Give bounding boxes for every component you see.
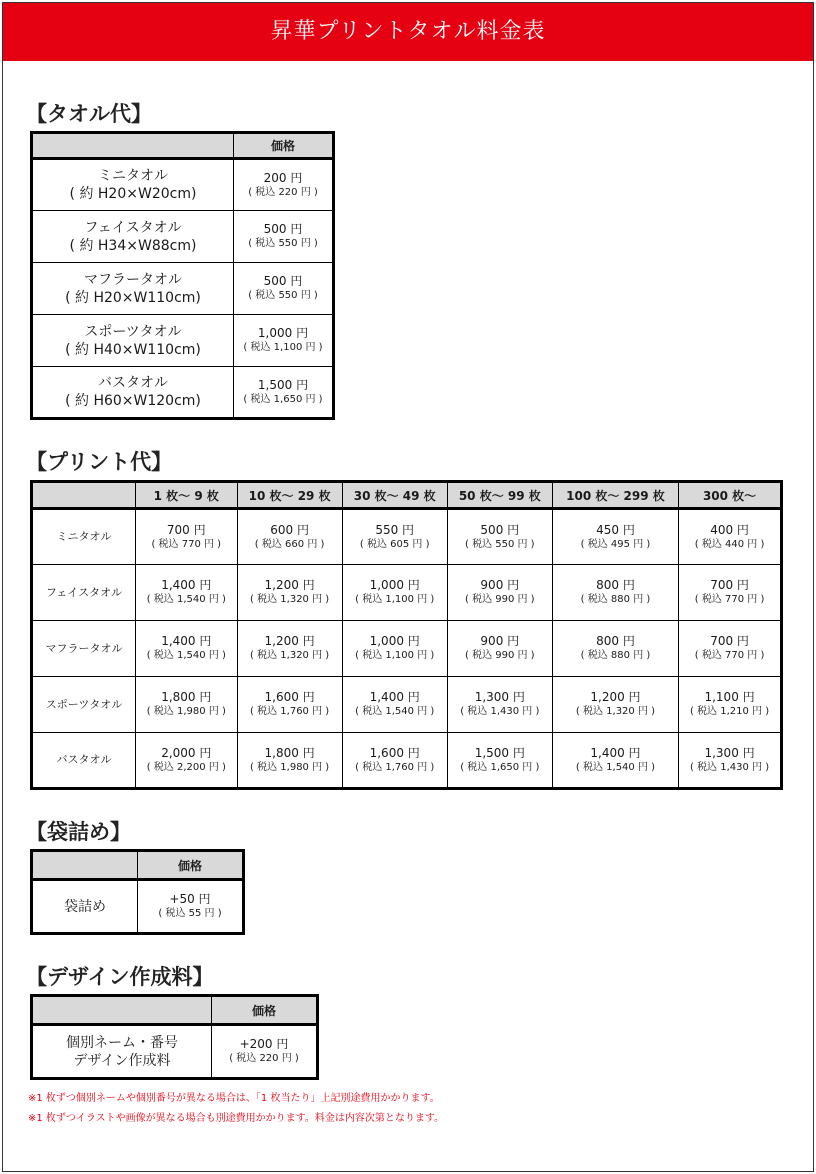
table-row bbox=[32, 315, 334, 367]
print-price-table bbox=[30, 480, 783, 790]
price-tax: ( 税込 220 円 ) bbox=[229, 1053, 299, 1064]
design-section-title: 【デザイン作成料】 bbox=[26, 965, 214, 989]
table-row bbox=[32, 1025, 318, 1079]
price-tax: ( 税込 660 円 ) bbox=[254, 538, 325, 550]
table-row bbox=[32, 211, 334, 263]
quantity-column-header: 100 枚～ 299 枚 bbox=[552, 482, 678, 509]
price-value: 1,600 円 bbox=[369, 745, 420, 760]
price-cell bbox=[552, 677, 678, 733]
price-tax: ( 税込 1,980 円 ) bbox=[250, 761, 330, 773]
quantity-column-header: 10 枚～ 29 枚 bbox=[237, 482, 342, 509]
price-value: +50 円 bbox=[169, 892, 211, 906]
table-row bbox=[32, 509, 782, 565]
price-value: 1,000 円 bbox=[369, 578, 420, 592]
price-cell bbox=[342, 733, 447, 789]
price-value: 700 円 bbox=[710, 634, 749, 648]
item-name: フェイスタオル bbox=[32, 565, 136, 621]
price-tax: ( 税込 1,430 円 ) bbox=[689, 761, 770, 773]
price-header: 価格 bbox=[138, 851, 244, 880]
table-header-row bbox=[32, 996, 318, 1025]
price-tax: ( 税込 1,540 円 ) bbox=[146, 594, 226, 605]
price-value: 1,300 円 bbox=[704, 745, 755, 760]
item-size: ( 約 H60×W120cm) bbox=[65, 393, 201, 409]
price-value: 1,000 円 bbox=[369, 634, 420, 648]
price-value: 700 円 bbox=[166, 522, 206, 537]
price-cell bbox=[679, 565, 782, 621]
quantity-column-header: 300 枚～ bbox=[679, 482, 782, 509]
price-value: +200 円 bbox=[239, 1037, 289, 1051]
price-tax: ( 税込 1,210 円 ) bbox=[689, 706, 770, 717]
price-tax: ( 税込 550 円 ) bbox=[248, 290, 318, 301]
price-value: 1,300 円 bbox=[474, 690, 525, 704]
item-name bbox=[32, 159, 234, 211]
price-value: 600 円 bbox=[270, 522, 309, 537]
price-value: 700 円 bbox=[710, 578, 749, 592]
price-value: 1,600 円 bbox=[264, 690, 315, 704]
item-name-label: マフラータオル bbox=[84, 271, 182, 288]
price-value: 1,400 円 bbox=[590, 745, 641, 760]
table-header-row bbox=[32, 482, 782, 509]
price-cell bbox=[679, 509, 782, 565]
price-value: 1,200 円 bbox=[264, 634, 315, 648]
price-cell bbox=[342, 509, 447, 565]
price-cell bbox=[234, 263, 334, 315]
quantity-column-header: 50 枚～ 99 枚 bbox=[447, 482, 552, 509]
price-cell bbox=[136, 621, 238, 677]
table-row bbox=[32, 733, 782, 789]
price-value: 400 円 bbox=[710, 522, 749, 537]
table-row bbox=[32, 677, 782, 733]
item-name: バスタオル bbox=[32, 733, 136, 789]
item-name bbox=[32, 315, 234, 367]
price-value: 1,800 円 bbox=[264, 745, 315, 760]
price-header: 価格 bbox=[212, 996, 318, 1025]
price-tax: ( 税込 1,980 円 ) bbox=[146, 706, 226, 717]
bag-price-table bbox=[30, 849, 245, 935]
item-name-label: スポーツタオル bbox=[84, 323, 182, 340]
price-cell bbox=[136, 677, 238, 733]
price-tax: ( 税込 220 円 ) bbox=[248, 186, 318, 198]
header-blank-cell bbox=[32, 851, 138, 880]
price-value: 500 円 bbox=[263, 274, 303, 288]
item-name bbox=[32, 1025, 212, 1079]
price-tax: ( 税込 1,100 円 ) bbox=[355, 650, 435, 661]
price-cell bbox=[138, 880, 244, 934]
table-row bbox=[32, 621, 782, 677]
item-name: マフラータオル bbox=[32, 621, 136, 677]
price-tax: ( 税込 990 円 ) bbox=[464, 650, 535, 661]
price-value: 800 円 bbox=[596, 634, 635, 648]
price-tax: ( 税込 495 円 ) bbox=[580, 538, 651, 550]
header-blank-cell bbox=[32, 482, 136, 509]
towel-rows bbox=[32, 159, 334, 419]
table-row bbox=[32, 263, 334, 315]
price-cell bbox=[679, 677, 782, 733]
price-cell bbox=[447, 621, 552, 677]
item-name-label: ミニタオル bbox=[98, 168, 168, 184]
table-header-row bbox=[32, 851, 244, 880]
price-tax: ( 税込 2,200 円 ) bbox=[146, 761, 226, 773]
header-blank-cell bbox=[32, 133, 234, 159]
price-tax: ( 税込 1,100 円 ) bbox=[243, 342, 323, 353]
price-cell bbox=[679, 621, 782, 677]
note-line: ※1 枚ずつ個別ネームや個別番号が異なる場合は、「1 枚当たり」上記別途費用かかります。 bbox=[28, 1093, 440, 1104]
page-title: 昇華プリントタオル料金表 bbox=[270, 19, 546, 44]
price-value: 1,800 円 bbox=[161, 690, 212, 704]
item-name bbox=[32, 263, 234, 315]
price-value: 200 円 bbox=[263, 170, 303, 185]
price-value: 1,200 円 bbox=[590, 690, 641, 704]
price-cell bbox=[342, 565, 447, 621]
print-rows bbox=[32, 509, 782, 789]
price-cell bbox=[237, 621, 342, 677]
price-cell bbox=[342, 677, 447, 733]
price-cell bbox=[552, 621, 678, 677]
price-value: 800 円 bbox=[596, 578, 635, 592]
price-tax: ( 税込 1,540 円 ) bbox=[355, 706, 435, 717]
price-value: 500 円 bbox=[480, 522, 520, 537]
price-cell bbox=[679, 733, 782, 789]
price-value: 500 円 bbox=[263, 222, 303, 236]
item-name: ミニタオル bbox=[32, 509, 136, 565]
table-row bbox=[32, 159, 334, 211]
item-name-line2: デザイン作成料 bbox=[73, 1052, 171, 1069]
table-row bbox=[32, 565, 782, 621]
price-tax: ( 税込 605 円 ) bbox=[359, 538, 430, 550]
print-section-title: 【プリント代】 bbox=[26, 450, 173, 474]
table-row bbox=[32, 880, 244, 934]
price-value: 1,500 円 bbox=[257, 377, 309, 392]
price-value: 1,400 円 bbox=[161, 578, 212, 592]
price-cell bbox=[447, 565, 552, 621]
price-cell bbox=[447, 677, 552, 733]
price-cell bbox=[237, 733, 342, 789]
price-value: 1,000 円 bbox=[257, 326, 309, 340]
quantity-column-header: 1 枚～ 9 枚 bbox=[136, 482, 238, 509]
item-name bbox=[32, 211, 234, 263]
price-tax: ( 税込 55 円 ) bbox=[158, 908, 222, 919]
item-name bbox=[32, 367, 234, 419]
item-name: スポーツタオル bbox=[32, 677, 136, 733]
design-price-table bbox=[30, 994, 319, 1080]
price-tax: ( 税込 1,320 円 ) bbox=[575, 706, 656, 717]
price-cell bbox=[234, 367, 334, 419]
price-cell bbox=[237, 677, 342, 733]
price-tax: ( 税込 1,760 円 ) bbox=[250, 706, 330, 717]
price-cell bbox=[237, 509, 342, 565]
price-cell bbox=[342, 621, 447, 677]
price-tax: ( 税込 1,320 円 ) bbox=[250, 650, 330, 661]
towel-price-table bbox=[30, 131, 335, 420]
item-name: 袋詰め bbox=[32, 880, 138, 934]
table-row bbox=[32, 367, 334, 419]
price-value: 1,100 円 bbox=[704, 690, 755, 704]
item-size: ( 約 H20×W110cm) bbox=[65, 289, 201, 306]
item-size: ( 約 H40×W110cm) bbox=[65, 341, 201, 358]
price-cell bbox=[237, 565, 342, 621]
price-tax: ( 税込 880 円 ) bbox=[580, 594, 651, 605]
price-tax: ( 税込 880 円 ) bbox=[580, 650, 651, 661]
price-value: 2,000 円 bbox=[161, 745, 212, 760]
price-tax: ( 税込 770 円 ) bbox=[694, 650, 765, 661]
price-tax: ( 税込 1,760 円 ) bbox=[355, 761, 435, 773]
item-name-label: バスタオル bbox=[98, 375, 168, 391]
price-value: 550 円 bbox=[375, 522, 415, 537]
price-cell bbox=[234, 159, 334, 211]
price-tax: ( 税込 440 円 ) bbox=[694, 538, 765, 550]
price-tax: ( 税込 1,650 円 ) bbox=[243, 393, 323, 405]
price-tax: ( 税込 1,100 円 ) bbox=[355, 594, 435, 605]
price-header: 価格 bbox=[234, 133, 334, 159]
towel-section-title: 【タオル代】 bbox=[26, 102, 152, 126]
price-tax: ( 税込 1,320 円 ) bbox=[250, 594, 330, 605]
price-tax: ( 税込 1,540 円 ) bbox=[575, 761, 656, 773]
header-blank-cell bbox=[32, 996, 212, 1025]
price-tax: ( 税込 990 円 ) bbox=[464, 594, 535, 605]
price-tax: ( 税込 770 円 ) bbox=[151, 538, 222, 550]
price-value: 450 円 bbox=[596, 522, 635, 537]
price-cell bbox=[136, 733, 238, 789]
price-value: 1,400 円 bbox=[369, 690, 420, 704]
price-value: 1,200 円 bbox=[264, 578, 315, 592]
price-tax: ( 税込 770 円 ) bbox=[694, 594, 765, 605]
price-value: 900 円 bbox=[480, 634, 520, 648]
price-value: 1,500 円 bbox=[474, 745, 525, 760]
note-line: ※1 枚ずつイラストや画像が異なる場合も別途費用かかります。料金は内容次第となります。 bbox=[28, 1113, 445, 1124]
price-cell bbox=[234, 315, 334, 367]
item-name-line1: 個別ネーム・番号 bbox=[66, 1034, 178, 1051]
page-header bbox=[3, 3, 813, 61]
price-cell bbox=[552, 509, 678, 565]
price-cell bbox=[212, 1025, 318, 1079]
price-tax: ( 税込 550 円 ) bbox=[464, 538, 535, 550]
price-cell bbox=[447, 509, 552, 565]
item-size: ( 約 H34×W88cm) bbox=[69, 237, 197, 254]
price-cell bbox=[552, 733, 678, 789]
item-size: ( 約 H20×W20cm) bbox=[69, 186, 197, 202]
price-tax: ( 税込 550 円 ) bbox=[248, 238, 318, 249]
price-value: 900 円 bbox=[480, 578, 520, 592]
price-cell bbox=[552, 565, 678, 621]
item-name-label: フェイスタオル bbox=[84, 219, 182, 236]
price-cell bbox=[234, 211, 334, 263]
price-cell bbox=[447, 733, 552, 789]
price-tax: ( 税込 1,650 円 ) bbox=[460, 761, 540, 773]
price-tax: ( 税込 1,430 円 ) bbox=[460, 706, 540, 717]
price-cell bbox=[136, 565, 238, 621]
quantity-column-header: 30 枚～ 49 枚 bbox=[342, 482, 447, 509]
table-header-row bbox=[32, 133, 334, 159]
price-tax: ( 税込 1,540 円 ) bbox=[146, 650, 226, 661]
price-cell bbox=[136, 509, 238, 565]
bag-section-title: 【袋詰め】 bbox=[26, 820, 131, 844]
price-value: 1,400 円 bbox=[161, 634, 212, 648]
